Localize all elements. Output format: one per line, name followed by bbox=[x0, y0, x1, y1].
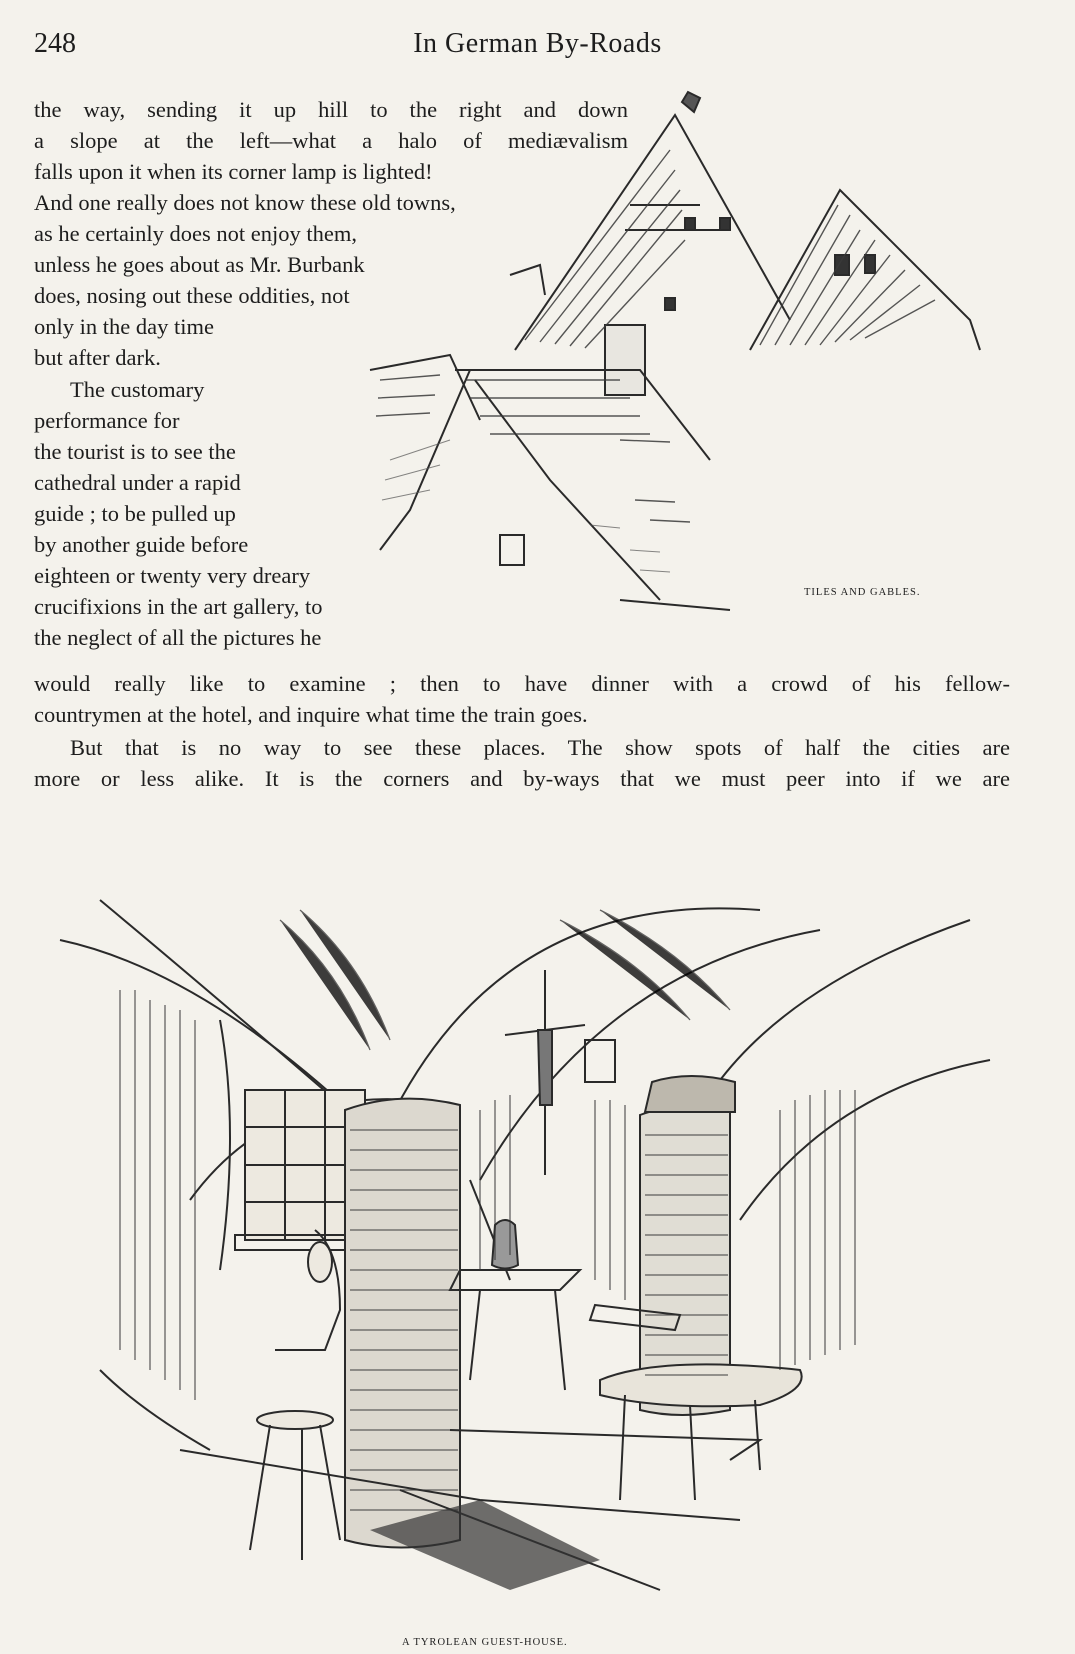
text-line: would really like to examine ; then to have dinner with a crowd of his fellow- bbox=[34, 671, 1010, 696]
tyrolean-guest-house-illustration bbox=[40, 850, 1025, 1610]
text-line: But that is no way to see these places. The show spots of half the cities are bbox=[70, 735, 1010, 760]
text-line: by another guide before bbox=[34, 532, 249, 557]
text-line: guide ; to be pulled up bbox=[34, 501, 236, 526]
running-head: In German By-Roads bbox=[413, 28, 662, 59]
text-line: eighteen or twenty very dreary bbox=[34, 563, 311, 588]
text-line: performance for bbox=[34, 408, 180, 433]
text-line: the neglect of all the pictures he bbox=[34, 625, 322, 650]
text-line: unless he goes about as Mr. Burbank bbox=[34, 252, 365, 277]
guest-house-caption: A TYROLEAN GUEST-HOUSE. bbox=[402, 1637, 568, 1648]
text-line: but after dark. bbox=[34, 345, 161, 370]
tiles-and-gables-illustration bbox=[290, 80, 1030, 640]
text-line: crucifixions in the art gallery, to bbox=[34, 594, 323, 619]
text-line: a slope at the left—what a halo of mediævalism bbox=[34, 128, 628, 153]
text-line: the tourist is to see the bbox=[34, 439, 236, 464]
page-number: 248 bbox=[34, 28, 76, 59]
text-line: And one really does not know these old towns, bbox=[34, 190, 456, 215]
text-line: cathedral under a rapid bbox=[34, 470, 241, 495]
text-line: falls upon it when its corner lamp is lighted! bbox=[34, 159, 433, 184]
text-line: more or less alike. It is the corners and by-ways that we must peer into if we are bbox=[34, 766, 1010, 791]
text-line: countrymen at the hotel, and inquire what time the train goes. bbox=[34, 702, 588, 727]
text-line: The customary bbox=[70, 377, 205, 402]
text-line: as he certainly does not enjoy them, bbox=[34, 221, 358, 246]
tiles-and-gables-caption: TILES AND GABLES. bbox=[804, 587, 921, 598]
text-line: does, nosing out these oddities, not bbox=[34, 283, 350, 308]
text-line: the way, sending it up hill to the right and down bbox=[34, 97, 628, 122]
text-line: only in the day time bbox=[34, 314, 214, 339]
